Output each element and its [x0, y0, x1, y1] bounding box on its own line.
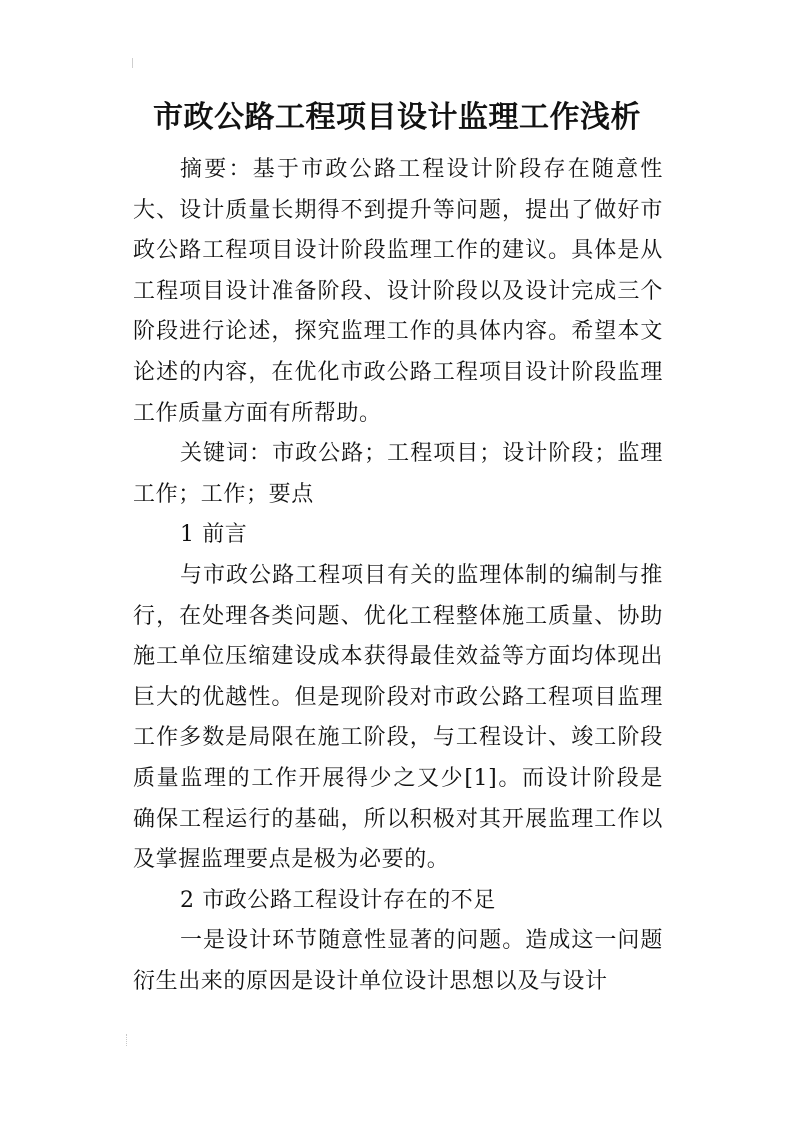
section-heading-introduction: 1 前言	[180, 522, 248, 548]
document-title: 市政公路工程项目设计监理工作浅析	[153, 100, 641, 135]
keywords-paragraph: 关键词：市政公路；工程项目；设计阶段；监理工作；工作；要点	[133, 441, 663, 507]
crop-mark-top-left	[132, 58, 139, 68]
introduction-paragraph: 与市政公路工程项目有关的监理体制的编制与推行，在处理各类问题、优化工程整体施工质量、协助施工单位压缩建设成本获得最佳效益等方面均体现出巨大的优越性。但是现阶段对市政公路工程项目监理工作多数是局限在施工阶段，与工程设计、竣工阶段质量监理的工作开展得少之又少[1]。而设计阶段是确保工程运行的基础，所以积极对其开展监理工作以及掌握监理要点是极为必要的。	[133, 562, 663, 873]
design-shortcomings-paragraph: 一是设计环节随意性显著的问题。造成这一问题衍生出来的原因是设计单位设计思想以及与设计	[133, 928, 663, 994]
crop-mark-bottom-left	[126, 1034, 133, 1046]
document-body	[133, 150, 663, 1002]
abstract-paragraph: 摘要：基于市政公路工程设计阶段存在随意性大、设计质量长期得不到提升等问题，提出了做好市政公路工程项目设计阶段监理工作的建议。具体是从工程项目设计准备阶段、设计阶段以及设计完成三个阶段进行论述，探究监理工作的具体内容。希望本文论述的内容，在优化市政公路工程项目设计阶段监理工作质量方面有所帮助。	[133, 157, 663, 426]
section-heading-design-shortcomings: 2 市政公路工程设计存在的不足	[180, 887, 496, 913]
